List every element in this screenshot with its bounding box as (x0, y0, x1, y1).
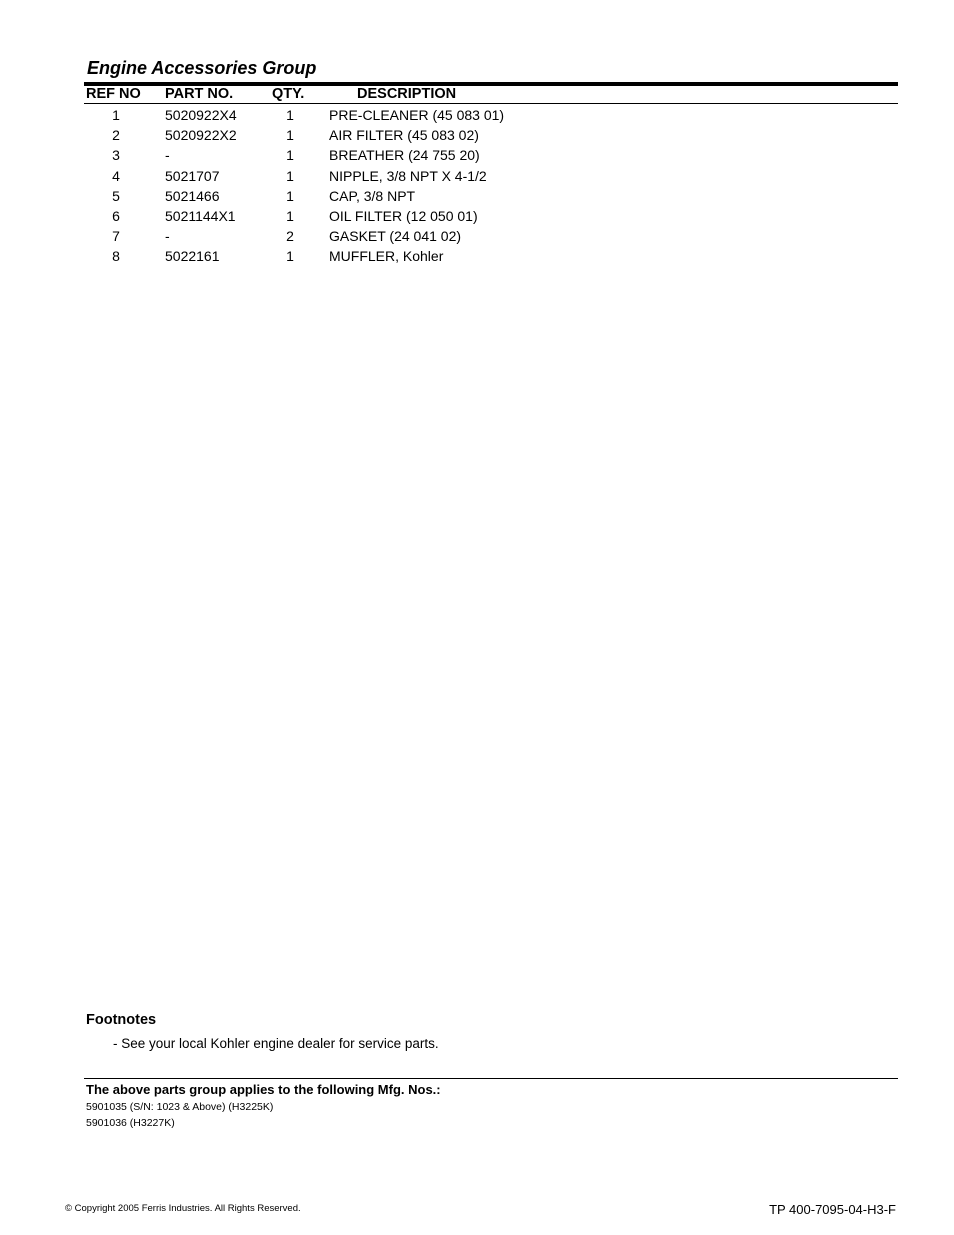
footnote-item: - See your local Kohler engine dealer for service parts. (113, 1036, 439, 1051)
ref-no-cell: 3 (112, 147, 120, 164)
ref-no-cell: 1 (112, 107, 120, 123)
description-cell: OIL FILTER (12 050 01) (329, 207, 478, 224)
part-no-cell: - (165, 228, 170, 245)
description-cell: BREATHER (24 755 20) (329, 147, 480, 164)
ref-no-cell: 5 (112, 187, 120, 204)
header-description: DESCRIPTION (357, 86, 457, 102)
description-cell: GASKET (24 041 02) (329, 228, 462, 245)
page-title: Engine Accessories Group (87, 58, 317, 78)
qty-cell: 1 (286, 107, 294, 123)
document-id: TP 400-7095-04-H3-F (769, 1202, 896, 1217)
table-row (84, 165, 898, 185)
table-row (84, 225, 898, 245)
qty-cell: 1 (286, 248, 294, 265)
table-row (84, 124, 898, 144)
mfg-item: 5901036 (H3227K) (86, 1116, 175, 1129)
table-header (84, 86, 898, 104)
table-row (84, 205, 898, 225)
description-cell: PRE-CLEANER (45 083 01) (329, 107, 505, 123)
footnotes-heading: Footnotes (86, 1012, 157, 1028)
qty-cell: 1 (286, 127, 294, 144)
description-cell: MUFFLER, Kohler (329, 248, 444, 265)
description-cell: AIR FILTER (45 083 02) (329, 127, 479, 144)
table-row (84, 245, 898, 265)
qty-cell: 2 (286, 228, 294, 245)
table-row (84, 185, 898, 205)
qty-cell: 1 (286, 207, 294, 224)
copyright-notice: © Copyright 2005 Ferris Industries. All Rights Reserved. (65, 1203, 301, 1214)
part-no-cell: 5021707 (165, 167, 220, 184)
mfg-divider (84, 1078, 898, 1079)
ref-no-cell: 8 (112, 248, 120, 265)
part-no-cell: 5022161 (165, 248, 220, 265)
table-row (84, 144, 898, 164)
description-cell: NIPPLE, 3/8 NPT X 4-1/2 (329, 167, 487, 184)
table-body (84, 104, 898, 266)
part-no-cell: - (165, 147, 170, 164)
mfg-item: 5901035 (S/N: 1023 & Above) (H3225K) (86, 1101, 274, 1113)
mfg-heading: The above parts group applies to the following Mfg. Nos.: (86, 1082, 441, 1097)
table-row (84, 104, 898, 124)
qty-cell: 1 (286, 187, 294, 204)
part-no-cell: 5020922X4 (165, 107, 237, 123)
part-no-cell: 5021466 (165, 187, 220, 204)
parts-table (84, 86, 898, 266)
ref-no-cell: 4 (112, 167, 120, 184)
part-no-cell: 5020922X2 (165, 127, 237, 144)
qty-cell: 1 (286, 147, 294, 164)
header-qty: QTY. (272, 86, 305, 102)
description-cell: CAP, 3/8 NPT (329, 187, 416, 204)
ref-no-cell: 6 (112, 207, 120, 224)
header-part-no: PART NO. (165, 86, 234, 102)
mfg-list (86, 1100, 273, 1131)
header-ref-no: REF NO (86, 86, 141, 102)
part-no-cell: 5021144X1 (165, 207, 236, 224)
ref-no-cell: 7 (112, 228, 120, 245)
ref-no-cell: 2 (112, 127, 120, 144)
qty-cell: 1 (286, 167, 294, 184)
